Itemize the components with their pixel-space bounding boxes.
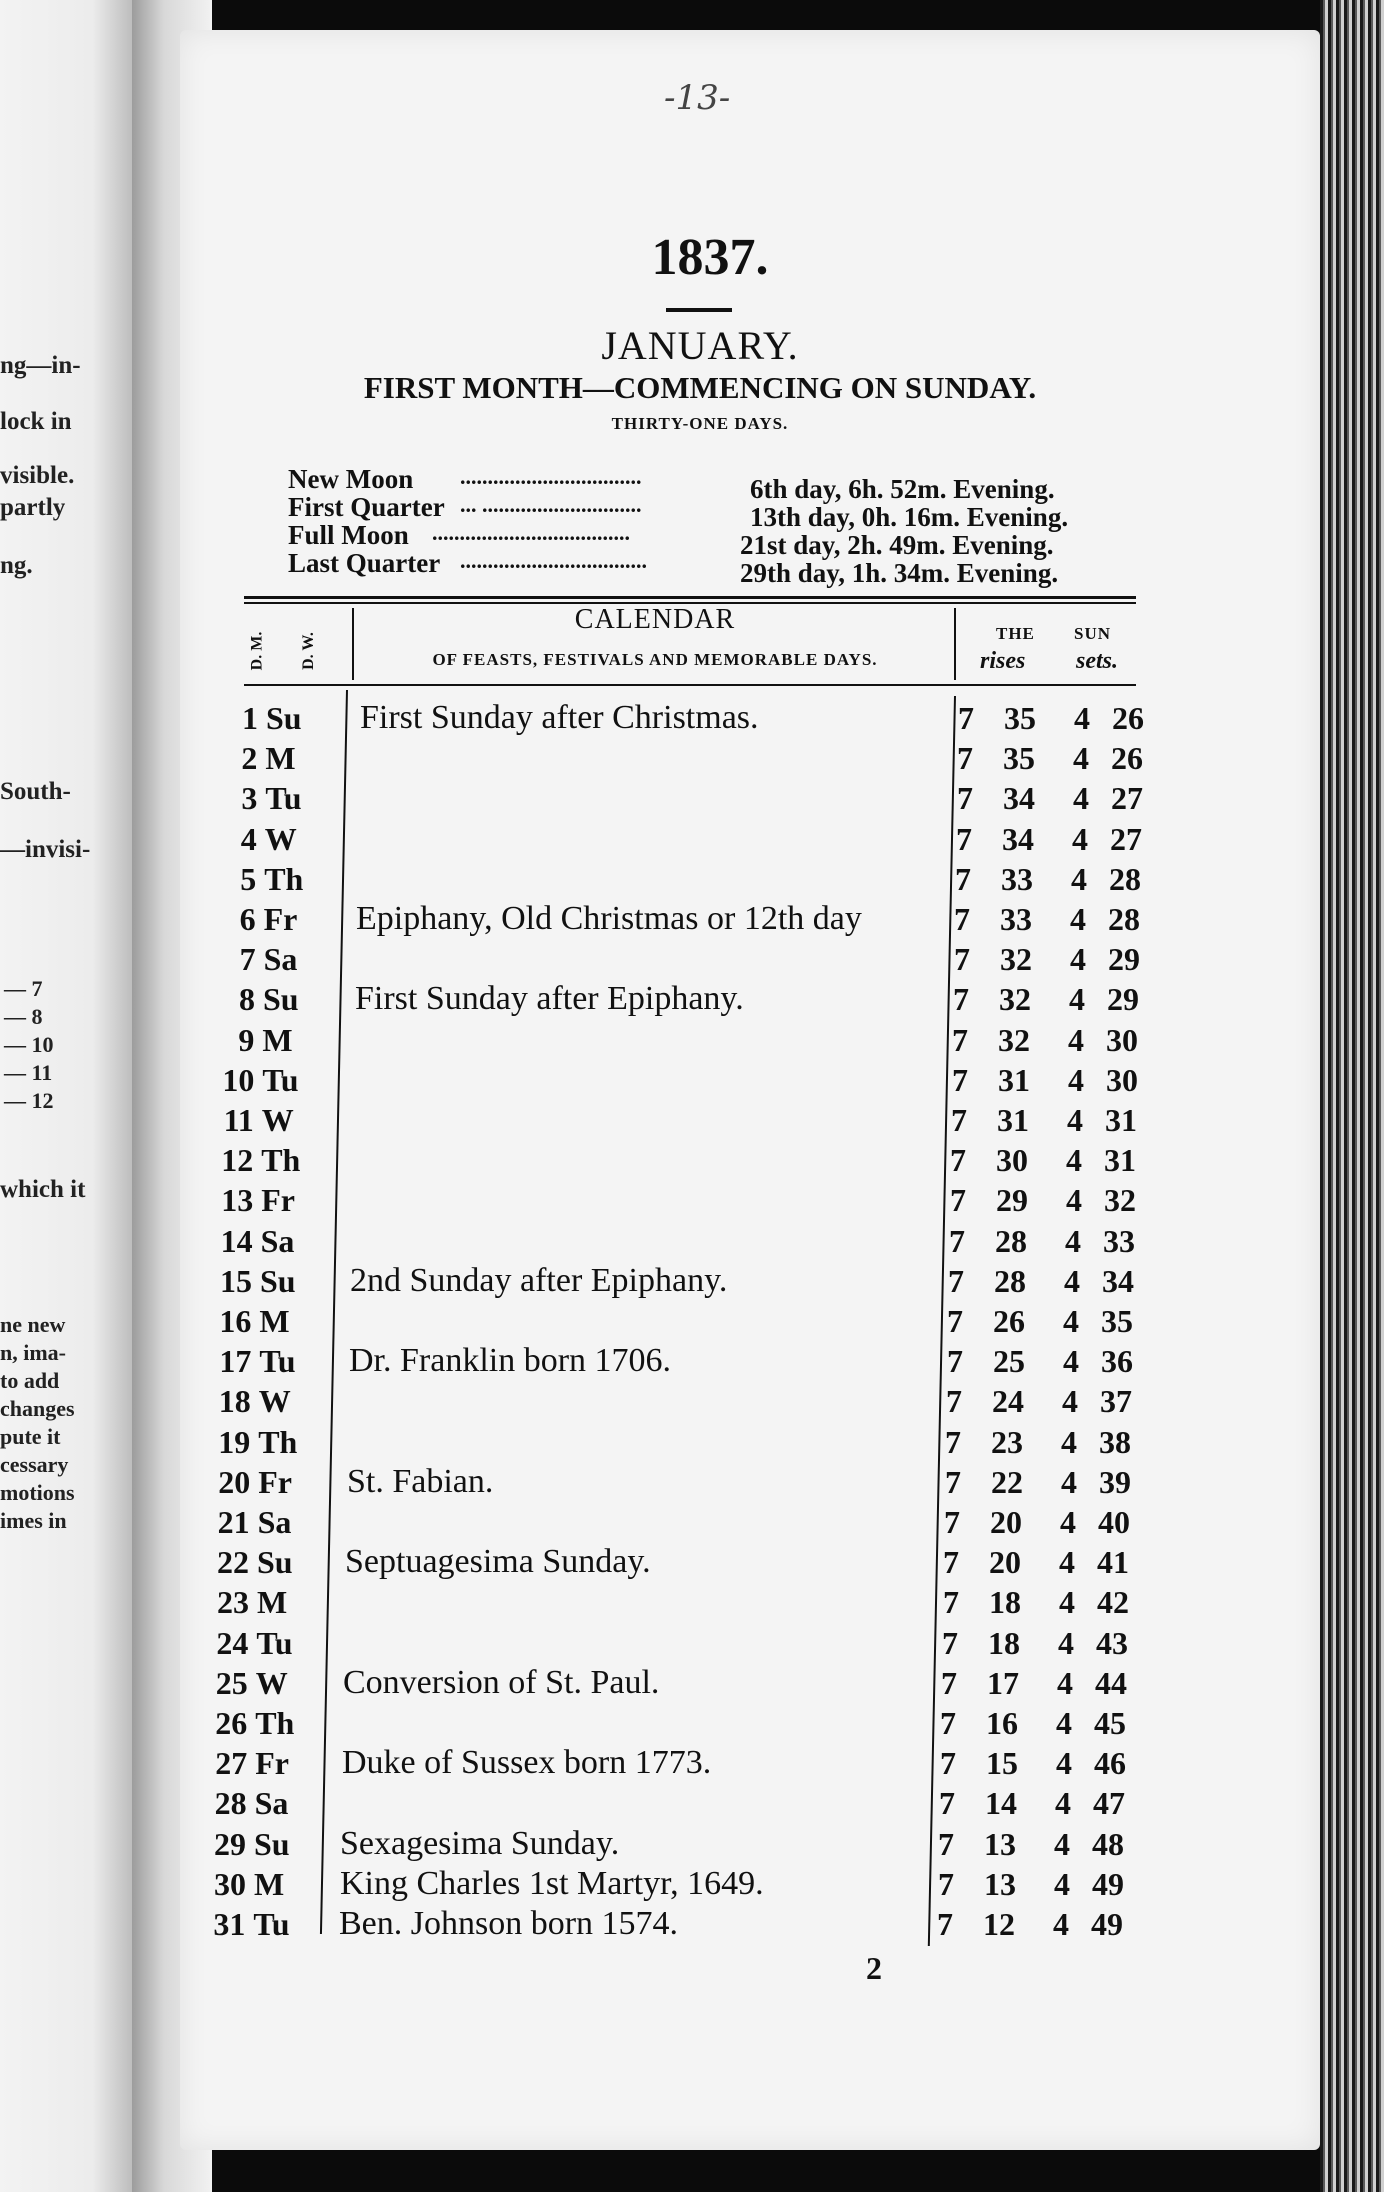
event: Ben. Johnson born 1574. xyxy=(339,1905,679,1942)
day-row xyxy=(0,1904,1384,1944)
sunrise-minute: 34 xyxy=(1003,780,1035,817)
day-row xyxy=(0,899,1384,939)
sunset-hour: 4 xyxy=(1061,1423,1077,1460)
event: Septuagesima Sunday. xyxy=(345,1543,651,1581)
moon-phase-value: 13th day, 0h. 16m. Evening. xyxy=(750,502,1069,532)
sun-header-the: THE xyxy=(996,624,1035,643)
day-of-month: 1 xyxy=(242,700,258,736)
sunrise-hour: 7 xyxy=(955,860,971,897)
day-row xyxy=(0,1864,1384,1904)
sunset-minute: 44 xyxy=(1095,1664,1127,1701)
sunrise-hour: 7 xyxy=(958,700,974,736)
day-of-week: M xyxy=(265,740,296,777)
sun-header-rises: rises xyxy=(980,648,1026,674)
sunrise-hour: 7 xyxy=(944,1504,960,1540)
column-header-dm: D. M. xyxy=(248,631,266,671)
day-of-week: M xyxy=(257,1584,288,1621)
sunset-hour: 4 xyxy=(1062,1383,1078,1420)
left-fragment: — 7 xyxy=(4,976,43,1001)
day-of-month: 21 xyxy=(217,1504,250,1540)
day-of-month: 5 xyxy=(240,860,257,897)
sunset-hour: 4 xyxy=(1054,1865,1070,1902)
day-of-week: Tu xyxy=(265,780,302,817)
sunrise-hour: 7 xyxy=(940,1745,956,1782)
day-row xyxy=(0,1140,1384,1180)
day-of-month: 30 xyxy=(214,1865,246,1902)
day-of-month: 12 xyxy=(221,1142,254,1179)
sunset-minute: 31 xyxy=(1104,1142,1136,1179)
day-of-week: Tu xyxy=(253,1906,290,1942)
column-divider xyxy=(352,608,354,680)
sunrise-minute: 32 xyxy=(998,1021,1030,1058)
sunrise-hour: 7 xyxy=(954,901,970,937)
day-of-week: Sa xyxy=(263,941,298,978)
sunrise-hour: 7 xyxy=(946,1383,962,1420)
day-row xyxy=(0,1221,1384,1261)
calendar-subheading: OF FEASTS, FESTIVALS AND MEMORABLE DAYS. xyxy=(432,650,878,669)
month-heading: JANUARY. xyxy=(601,323,799,368)
day-of-week: W xyxy=(264,820,297,857)
calendar-heading: CALENDAR xyxy=(574,604,736,635)
day-of-month: 2 xyxy=(241,740,258,777)
day-of-month: 25 xyxy=(215,1664,248,1701)
day-of-month: 16 xyxy=(219,1303,252,1339)
sunrise-hour: 7 xyxy=(951,1102,967,1138)
page-number: 2 xyxy=(866,1950,882,1986)
sunset-hour: 4 xyxy=(1066,1182,1082,1219)
day-row xyxy=(0,1502,1384,1542)
event: First Sunday after Epiphany. xyxy=(355,980,744,1018)
day-of-week: Th xyxy=(261,1142,301,1179)
left-fragment: — 10 xyxy=(4,1032,54,1057)
event: St. Fabian. xyxy=(347,1462,494,1500)
day-row xyxy=(0,778,1384,818)
sunrise-hour: 7 xyxy=(947,1343,963,1380)
sun-header-sets: sets. xyxy=(1076,648,1118,674)
moon-phase-dots: .................................... xyxy=(432,520,630,545)
sunset-minute: 28 xyxy=(1108,901,1140,937)
sunset-hour: 4 xyxy=(1071,860,1087,897)
month-subtitle: FIRST MONTH—COMMENCING ON SUNDAY. xyxy=(363,370,1037,405)
sunrise-hour: 7 xyxy=(953,981,969,1018)
day-of-month: 28 xyxy=(214,1785,247,1822)
sunset-hour: 4 xyxy=(1063,1303,1079,1339)
event: Dr. Franklin born 1706. xyxy=(349,1342,672,1380)
day-of-week: M xyxy=(259,1303,290,1339)
sunset-minute: 48 xyxy=(1092,1825,1124,1862)
day-of-month: 7 xyxy=(239,941,256,978)
day-row xyxy=(0,1261,1384,1301)
left-fragment: partly xyxy=(0,494,66,521)
day-of-week: Su xyxy=(263,981,299,1018)
day-row xyxy=(0,738,1384,778)
day-row xyxy=(0,859,1384,899)
sunset-hour: 4 xyxy=(1074,700,1090,736)
day-of-month: 27 xyxy=(215,1745,248,1782)
sunrise-minute: 24 xyxy=(992,1383,1024,1420)
day-of-month: 9 xyxy=(238,1021,255,1058)
day-of-week: Th xyxy=(255,1705,295,1741)
left-fragment: ne new xyxy=(0,1312,66,1337)
day-of-week: Sa xyxy=(257,1504,292,1540)
sunrise-minute: 34 xyxy=(1002,820,1034,857)
day-of-month: 24 xyxy=(216,1624,249,1661)
day-row xyxy=(0,1020,1384,1060)
event: Epiphany, Old Christmas or 12th day xyxy=(356,900,862,937)
day-of-month: 18 xyxy=(218,1383,251,1420)
sunset-minute: 31 xyxy=(1105,1102,1137,1138)
sunrise-minute: 31 xyxy=(997,1102,1029,1138)
day-of-month: 17 xyxy=(219,1343,252,1380)
sunset-minute: 41 xyxy=(1097,1544,1129,1581)
sunrise-minute: 17 xyxy=(987,1664,1019,1701)
day-row xyxy=(0,1301,1384,1341)
sunrise-minute: 13 xyxy=(984,1865,1016,1902)
day-of-week: Sa xyxy=(260,1222,295,1259)
left-fragment: imes in xyxy=(0,1508,67,1533)
left-fragment: to add xyxy=(0,1368,60,1393)
days-count: THIRTY-ONE DAYS. xyxy=(611,414,789,433)
sunset-minute: 29 xyxy=(1108,941,1140,978)
sunrise-hour: 7 xyxy=(938,1865,954,1902)
event: Conversion of St. Paul. xyxy=(343,1663,660,1701)
sunrise-minute: 25 xyxy=(993,1343,1025,1380)
sunset-minute: 36 xyxy=(1101,1343,1133,1380)
sunrise-hour: 7 xyxy=(937,1906,953,1942)
left-fragment: South- xyxy=(0,778,71,805)
year-heading: 1837. xyxy=(651,229,769,286)
event: Sexagesima Sunday. xyxy=(340,1824,620,1862)
sunset-minute: 40 xyxy=(1098,1504,1130,1540)
sunset-hour: 4 xyxy=(1068,1021,1084,1058)
day-row xyxy=(0,1341,1384,1381)
sunrise-minute: 14 xyxy=(985,1785,1017,1822)
day-of-week: Tu xyxy=(259,1343,296,1380)
day-of-week: M xyxy=(254,1865,285,1902)
day-of-month: 3 xyxy=(241,780,258,817)
day-of-month: 15 xyxy=(220,1262,252,1299)
sunset-hour: 4 xyxy=(1063,1343,1079,1380)
sunset-minute: 49 xyxy=(1092,1865,1124,1902)
day-of-week: W xyxy=(255,1664,288,1701)
day-of-month: 10 xyxy=(222,1061,255,1098)
sunset-minute: 46 xyxy=(1094,1745,1126,1782)
day-row xyxy=(0,819,1384,859)
sunset-hour: 4 xyxy=(1065,1222,1081,1259)
moon-phase-label: First Quarter xyxy=(288,492,445,522)
day-of-month: 13 xyxy=(221,1182,254,1219)
table-header-rule xyxy=(244,684,1136,686)
sunrise-hour: 7 xyxy=(952,1061,968,1098)
day-of-month: 6 xyxy=(239,901,256,937)
day-of-week: Tu xyxy=(256,1624,293,1661)
sunrise-minute: 23 xyxy=(991,1423,1023,1460)
day-of-week: Fr xyxy=(263,901,298,937)
sunset-minute: 26 xyxy=(1111,740,1143,777)
sunrise-minute: 32 xyxy=(999,981,1031,1018)
sunrise-hour: 7 xyxy=(950,1182,966,1219)
sunset-hour: 4 xyxy=(1058,1624,1074,1661)
sunset-minute: 27 xyxy=(1110,820,1142,857)
sunrise-minute: 31 xyxy=(998,1061,1030,1098)
moon-phase-dots: ................................. xyxy=(460,464,642,489)
sunset-hour: 4 xyxy=(1060,1504,1076,1540)
sunset-hour: 4 xyxy=(1073,740,1089,777)
sunrise-minute: 33 xyxy=(1000,901,1032,937)
sunrise-hour: 7 xyxy=(957,780,973,817)
event: Duke of Sussex born 1773. xyxy=(342,1744,712,1782)
sunrise-minute: 33 xyxy=(1001,860,1033,897)
sunset-hour: 4 xyxy=(1070,901,1086,937)
sunset-hour: 4 xyxy=(1061,1463,1077,1500)
sunset-minute: 35 xyxy=(1101,1303,1133,1339)
sunset-hour: 4 xyxy=(1053,1906,1069,1942)
day-of-week: Su xyxy=(266,700,302,736)
left-fragment: lock in xyxy=(0,408,72,435)
day-row xyxy=(0,1381,1384,1421)
day-row xyxy=(0,1462,1384,1502)
sunrise-minute: 20 xyxy=(990,1504,1022,1540)
day-of-month: 26 xyxy=(215,1705,248,1741)
day-of-week: Su xyxy=(257,1544,293,1581)
sunset-minute: 27 xyxy=(1111,780,1143,817)
day-of-week: Th xyxy=(264,860,304,897)
day-row xyxy=(0,1582,1384,1622)
day-row xyxy=(0,1542,1384,1582)
left-fragment: motions xyxy=(0,1480,75,1505)
sunset-minute: 47 xyxy=(1093,1785,1125,1822)
sunrise-hour: 7 xyxy=(943,1544,959,1581)
sunset-hour: 4 xyxy=(1059,1584,1075,1621)
day-of-month: 20 xyxy=(218,1463,251,1500)
event: 2nd Sunday after Epiphany. xyxy=(350,1261,728,1299)
left-fragment: — 12 xyxy=(4,1088,54,1113)
sunrise-hour: 7 xyxy=(943,1584,959,1621)
sunrise-hour: 7 xyxy=(956,820,972,857)
sunset-hour: 4 xyxy=(1056,1705,1072,1741)
sunset-minute: 33 xyxy=(1103,1222,1135,1259)
day-of-week: Th xyxy=(258,1423,298,1460)
sunrise-minute: 28 xyxy=(994,1262,1026,1299)
sunset-minute: 42 xyxy=(1097,1584,1129,1621)
left-fragment: changes xyxy=(0,1396,75,1421)
moon-phase-label: New Moon xyxy=(288,464,414,494)
moon-phase-value: 6th day, 6h. 52m. Evening. xyxy=(750,474,1055,504)
left-fragment: n, ima- xyxy=(0,1340,66,1365)
day-of-month: 14 xyxy=(220,1222,253,1259)
day-of-month: 31 xyxy=(213,1906,246,1942)
sunset-hour: 4 xyxy=(1054,1825,1070,1862)
left-fragment: — 8 xyxy=(4,1004,43,1029)
sunrise-minute: 12 xyxy=(983,1906,1015,1942)
day-row xyxy=(0,1824,1384,1864)
left-fragment: ng—in- xyxy=(0,352,81,379)
sunset-minute: 49 xyxy=(1091,1906,1123,1942)
sunset-hour: 4 xyxy=(1069,981,1085,1018)
day-of-month: 4 xyxy=(240,820,257,857)
left-fragment: pute it xyxy=(0,1424,61,1449)
moon-phase-dots: .................................. xyxy=(460,548,647,573)
day-row xyxy=(0,1663,1384,1703)
day-of-week: W xyxy=(261,1102,294,1138)
day-of-week: Su xyxy=(254,1825,290,1862)
handwritten-page-mark: -13- xyxy=(664,78,731,118)
day-of-month: 19 xyxy=(218,1423,251,1460)
sunset-minute: 43 xyxy=(1096,1624,1128,1661)
sunrise-hour: 7 xyxy=(941,1664,957,1701)
sunrise-minute: 30 xyxy=(996,1142,1028,1179)
sunset-hour: 4 xyxy=(1059,1544,1075,1581)
event: First Sunday after Christmas. xyxy=(360,699,759,736)
sunrise-hour: 7 xyxy=(940,1705,956,1741)
sunrise-minute: 35 xyxy=(1003,740,1035,777)
day-row xyxy=(0,1100,1384,1140)
moon-phase-value: 21st day, 2h. 49m. Evening. xyxy=(740,530,1054,560)
day-row xyxy=(0,1743,1384,1783)
day-row xyxy=(0,698,1384,738)
left-fragment: cessary xyxy=(0,1452,69,1477)
sunrise-hour: 7 xyxy=(942,1624,958,1661)
sunset-minute: 29 xyxy=(1107,981,1139,1018)
sunrise-minute: 32 xyxy=(1000,941,1032,978)
sunrise-hour: 7 xyxy=(945,1423,961,1460)
sunrise-minute: 29 xyxy=(996,1182,1028,1219)
sunset-hour: 4 xyxy=(1067,1102,1083,1138)
sunset-minute: 34 xyxy=(1102,1262,1134,1299)
day-of-month: 8 xyxy=(239,981,255,1018)
event: King Charles 1st Martyr, 1649. xyxy=(340,1864,764,1902)
day-row xyxy=(0,1783,1384,1823)
day-row xyxy=(0,1060,1384,1100)
sunrise-minute: 18 xyxy=(989,1584,1021,1621)
day-of-month: 11 xyxy=(223,1102,254,1138)
sunrise-minute: 26 xyxy=(993,1303,1025,1339)
sunset-hour: 4 xyxy=(1072,820,1088,857)
sunrise-hour: 7 xyxy=(949,1222,965,1259)
day-of-month: 29 xyxy=(214,1825,246,1862)
sunrise-minute: 35 xyxy=(1004,700,1036,736)
sunrise-hour: 7 xyxy=(950,1142,966,1179)
sunrise-minute: 15 xyxy=(986,1745,1018,1782)
divider xyxy=(666,308,732,312)
sunrise-hour: 7 xyxy=(952,1021,968,1058)
sunrise-hour: 7 xyxy=(957,740,973,777)
day-of-month: 23 xyxy=(217,1584,249,1621)
sunrise-minute: 22 xyxy=(991,1463,1023,1500)
sunset-minute: 45 xyxy=(1094,1705,1126,1741)
moon-phase-label: Last Quarter xyxy=(288,548,441,578)
sunset-minute: 37 xyxy=(1100,1383,1132,1420)
sunrise-hour: 7 xyxy=(954,941,970,978)
day-of-week: Tu xyxy=(262,1061,299,1098)
sunrise-hour: 7 xyxy=(945,1463,961,1500)
moon-phase-label: Full Moon xyxy=(288,520,409,550)
sunrise-hour: 7 xyxy=(938,1825,954,1862)
sunrise-hour: 7 xyxy=(947,1303,963,1339)
sunset-minute: 30 xyxy=(1106,1061,1138,1098)
day-row xyxy=(0,939,1384,979)
left-fragment: — 11 xyxy=(4,1060,53,1085)
sunset-minute: 38 xyxy=(1099,1423,1131,1460)
sun-header-sun: SUN xyxy=(1074,624,1112,643)
day-of-week: Fr xyxy=(261,1182,295,1219)
sunset-hour: 4 xyxy=(1066,1142,1082,1179)
sunset-hour: 4 xyxy=(1056,1745,1072,1782)
day-of-week: Su xyxy=(260,1262,296,1299)
sunset-minute: 32 xyxy=(1104,1182,1136,1219)
day-of-week: W xyxy=(258,1383,291,1420)
day-of-week: Fr xyxy=(255,1745,289,1782)
sunset-minute: 28 xyxy=(1109,860,1141,897)
day-row xyxy=(0,1703,1384,1743)
sunrise-minute: 28 xyxy=(995,1222,1027,1259)
sunrise-minute: 18 xyxy=(988,1624,1020,1661)
sunrise-minute: 20 xyxy=(989,1544,1021,1581)
left-fragment: which it xyxy=(0,1176,86,1203)
moon-phase-dots: ... ............................. xyxy=(460,492,642,517)
table-top-rule xyxy=(244,596,1136,599)
sunset-hour: 4 xyxy=(1055,1785,1071,1822)
sunrise-hour: 7 xyxy=(948,1262,964,1299)
left-fragment: —invisi- xyxy=(0,836,91,863)
sunset-minute: 30 xyxy=(1106,1021,1138,1058)
moon-phase-value: 29th day, 1h. 34m. Evening. xyxy=(740,558,1059,588)
day-row xyxy=(0,1422,1384,1462)
day-of-week: Fr xyxy=(258,1463,292,1500)
sunset-minute: 39 xyxy=(1099,1463,1131,1500)
day-row xyxy=(0,1180,1384,1220)
sunset-hour: 4 xyxy=(1057,1664,1073,1701)
day-row xyxy=(0,1623,1384,1663)
sunset-hour: 4 xyxy=(1068,1061,1084,1098)
column-divider xyxy=(954,608,956,680)
day-row xyxy=(0,979,1384,1019)
sunset-hour: 4 xyxy=(1070,941,1086,978)
day-of-month: 22 xyxy=(217,1544,249,1581)
sunrise-minute: 16 xyxy=(986,1705,1018,1741)
sunset-minute: 26 xyxy=(1112,700,1144,736)
sunset-hour: 4 xyxy=(1064,1262,1080,1299)
day-of-week: M xyxy=(262,1021,293,1058)
left-fragment: ng. xyxy=(0,552,33,579)
sunset-hour: 4 xyxy=(1073,780,1089,817)
sunrise-minute: 13 xyxy=(984,1825,1016,1862)
sunrise-hour: 7 xyxy=(939,1785,955,1822)
day-of-week: Sa xyxy=(254,1785,289,1822)
left-fragment: visible. xyxy=(0,462,75,489)
column-header-dw: D. W. xyxy=(299,632,317,670)
